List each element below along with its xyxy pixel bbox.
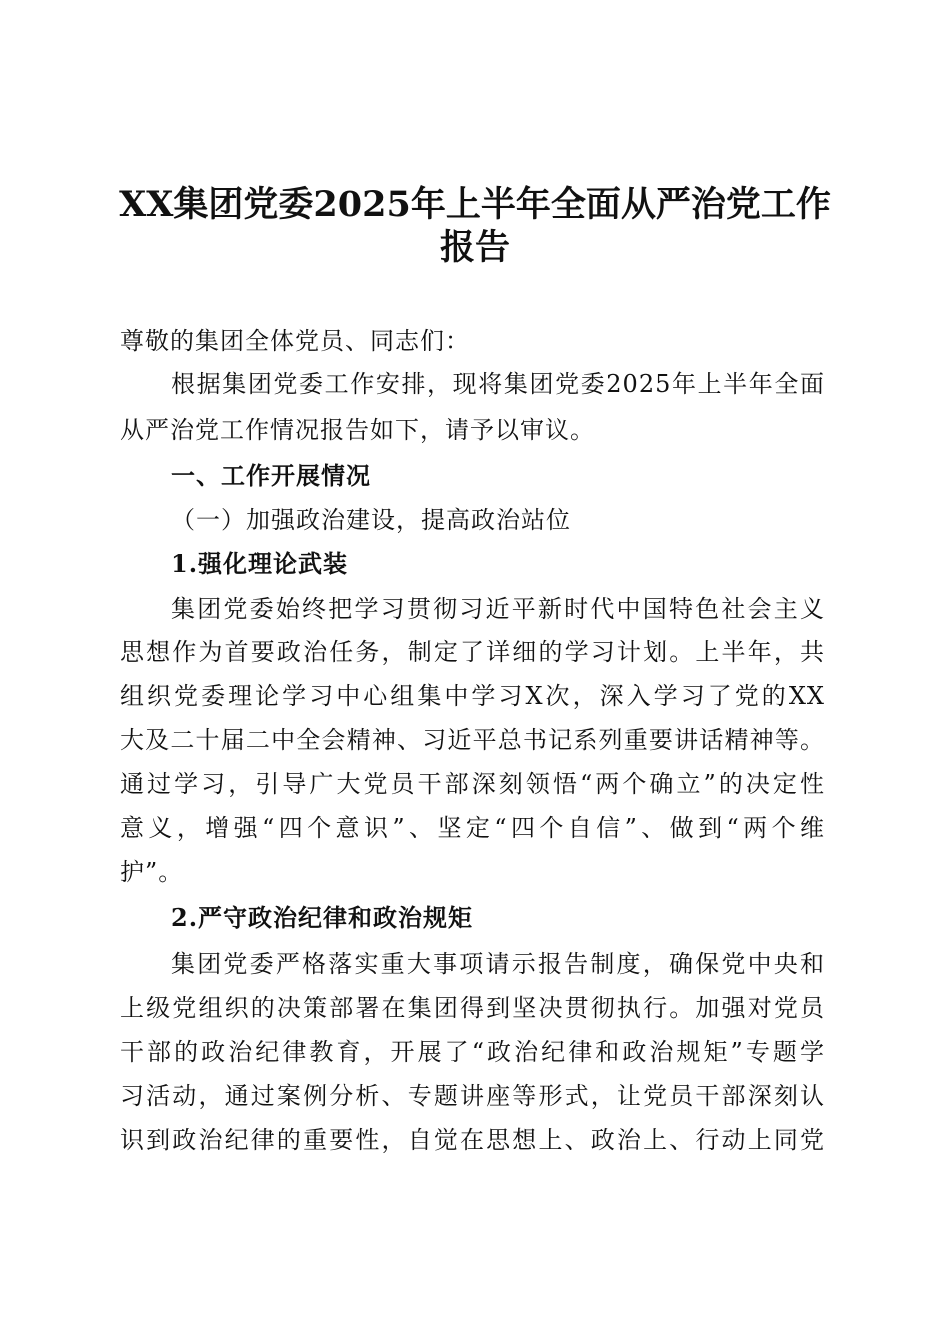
paragraph-line: 干部的政治纪律教育，开展了“政治纪律和政治规矩”专题学 (120, 1038, 825, 1066)
paragraph-line: 集团党委严格落实重大事项请示报告制度，确保党中央和 (171, 950, 825, 978)
paragraph-line: 护”。 (120, 858, 184, 886)
paragraph-line: 组织党委理论学习中心组集中学习X次，深入学习了党的XX (120, 682, 825, 710)
paragraph-line: 意义，增强“四个意识”、坚定“四个自信”、做到“两个维 (120, 814, 825, 842)
item-heading: 1.强化理论武装 (171, 549, 349, 578)
paragraph-line: 上级党组织的决策部署在集团得到坚决贯彻执行。加强对党员 (120, 994, 825, 1022)
intro-line: 根据集团党委工作安排，现将集团党委2025年上半年全面 (171, 370, 825, 398)
paragraph-line: 集团党委始终把学习贯彻习近平新时代中国特色社会主义 (171, 595, 825, 623)
paragraph-line: 习活动，通过案例分析、专题讲座等形式，让党员干部深刻认 (120, 1082, 825, 1110)
item-heading: 2.严守政治纪律和政治规矩 (171, 903, 474, 932)
intro-line: 从严治党工作情况报告如下，请予以审议。 (120, 416, 595, 444)
section-heading: 一、工作开展情况 (171, 461, 371, 490)
subsection-heading: （一）加强政治建设，提高政治站位 (171, 506, 571, 534)
document-title-line-2: 报告 (439, 227, 510, 268)
paragraph-line: 通过学习，引导广大党员干部深刻领悟“两个确立”的决定性 (120, 770, 825, 798)
paragraph-line: 思想作为首要政治任务，制定了详细的学习计划。上半年，共 (120, 638, 825, 666)
paragraph-line: 识到政治纪律的重要性，自觉在思想上、政治上、行动上同党 (120, 1126, 825, 1154)
document-title-line-1: XX集团党委2025年上半年全面从严治党工作 (119, 184, 831, 225)
paragraph-line: 大及二十届二中全会精神、习近平总书记系列重要讲话精神等。 (120, 726, 825, 754)
salutation: 尊敬的集团全体党员、同志们： (120, 327, 470, 355)
